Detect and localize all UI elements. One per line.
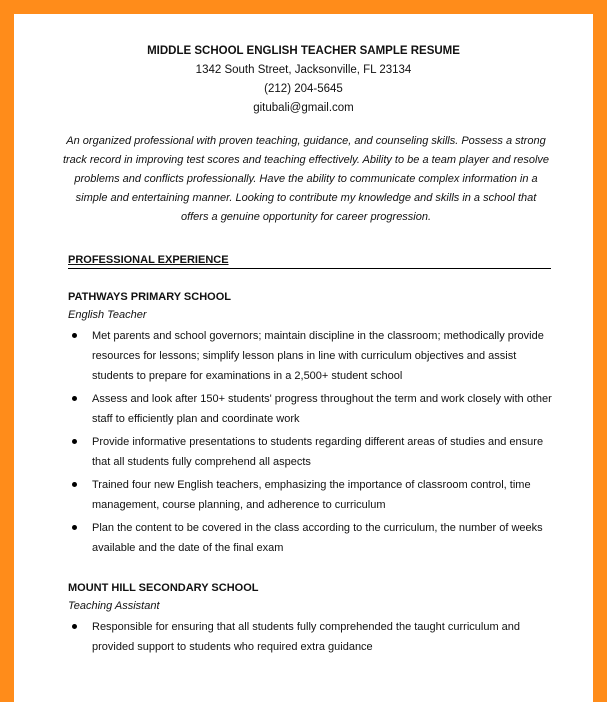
bullet-text: Provide informative presentations to students regarding different areas of studies and ensure that all students fully comprehend all aspects — [92, 436, 544, 468]
bullet-item — [68, 617, 558, 657]
company-name: PATHWAYS PRIMARY SCHOOL — [68, 291, 231, 303]
job-bullets — [68, 326, 558, 558]
bullet-text: Plan the content to be covered in the class according to the curriculum, the number of weeks available and the date of the final exam — [92, 522, 543, 554]
bullet-item — [68, 432, 558, 472]
bullet-icon — [72, 482, 77, 487]
bullet-text: Responsible for ensuring that all students fully comprehended the taught curriculum and provided support to students who required extra guidance — [92, 621, 521, 653]
section-title-experience — [68, 254, 551, 269]
job-role: English Teacher — [68, 309, 147, 321]
job-pathways — [68, 288, 558, 561]
bullet-icon — [72, 333, 77, 338]
company-name: MOUNT HILL SECONDARY SCHOOL — [68, 582, 259, 594]
bullet-item — [68, 326, 558, 386]
bullet-icon — [72, 439, 77, 444]
bullet-icon — [72, 396, 77, 401]
bullet-icon — [72, 525, 77, 530]
job-mount-hill — [68, 579, 558, 660]
bullet-text: Assess and look after 150+ students' progress throughout the term and work closely with other staff to efficiently plan and coordinate work — [92, 393, 552, 425]
summary: An organized professional with proven teaching, guidance, and counseling skills. Possess a strong track record in improving test scores and teaching effectively. Ability to be a team player and resolve problems and conflicts professionally. Have the ability to communicate complex information in a simple and entertaining manner. Looking to contribute my knowledge and skills in a school that offers a genuine opportunity for career progression. — [62, 135, 550, 223]
bullet-item — [68, 475, 558, 515]
resume-header — [14, 42, 593, 118]
phone: (212) 204-5645 — [264, 83, 343, 95]
address: 1342 South Street, Jacksonville, FL 23134 — [195, 64, 412, 76]
section-title-text: PROFESSIONAL EXPERIENCE — [68, 254, 229, 266]
bullet-text: Trained four new English teachers, emphasizing the importance of classroom control, time management, course planning, and adherence to curriculum — [92, 479, 531, 511]
job-bullets — [68, 617, 558, 657]
bullet-text: Met parents and school governors; maintain discipline in the classroom; methodically provide resources for lessons; simplify lesson plans in line with curriculum objectives and assist students to prepare for examinations in a 2,500+ student school — [92, 330, 544, 382]
resume-page — [14, 14, 593, 702]
job-role: Teaching Assistant — [68, 600, 160, 612]
email: gitubali@gmail.com — [253, 102, 354, 114]
resume-title: MIDDLE SCHOOL ENGLISH TEACHER SAMPLE RESUME — [147, 45, 460, 57]
bullet-icon — [72, 624, 77, 629]
bullet-item — [68, 518, 558, 558]
bullet-item — [68, 389, 558, 429]
